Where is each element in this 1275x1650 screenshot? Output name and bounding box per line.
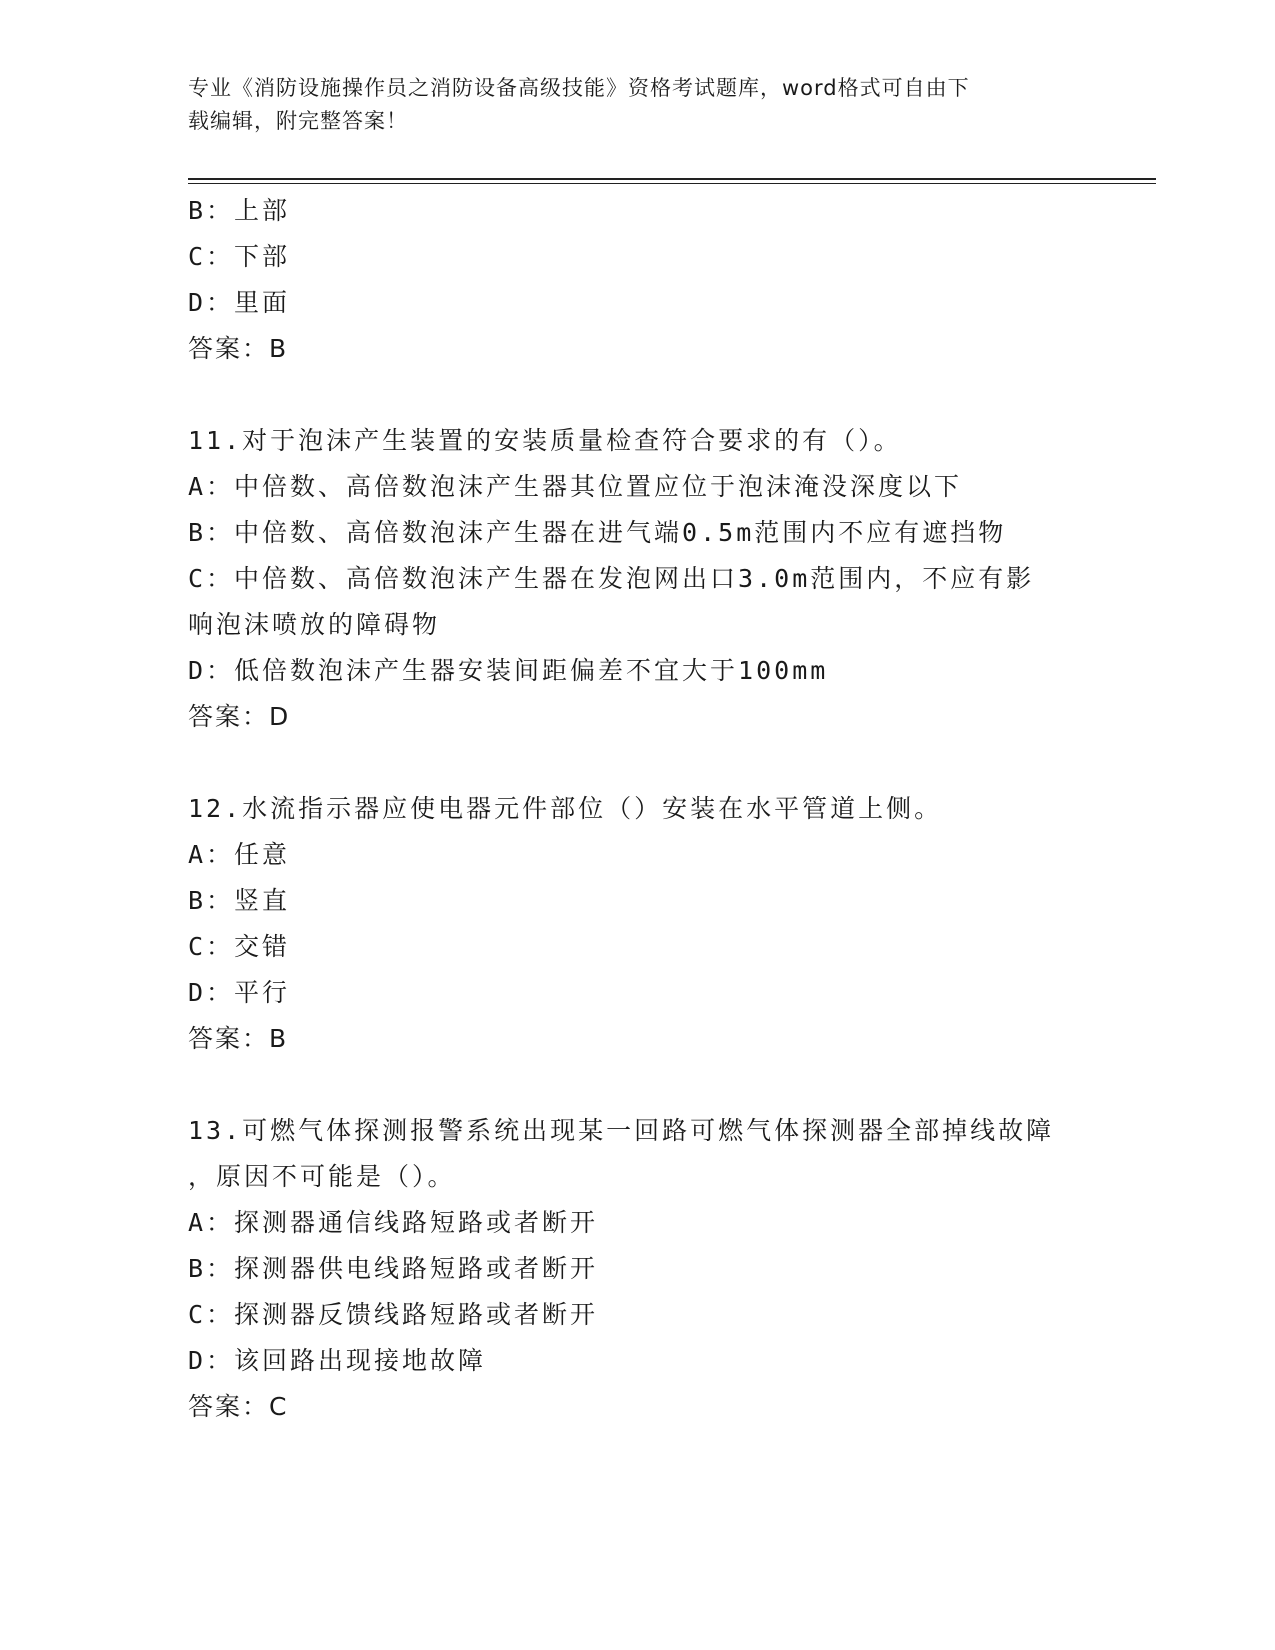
q10-answer: 答案：B [188, 334, 289, 363]
q11-option-c-line-2: 响泡沫喷放的障碍物 [188, 610, 441, 639]
q11-question: 11.对于泡沫产生装置的安装质量检查符合要求的有（）。 [188, 426, 902, 455]
q11-option-b: B：中倍数、高倍数泡沫产生器在进气端0.5m范围内不应有遮挡物 [188, 518, 1007, 547]
q11-answer: 答案：D [188, 702, 291, 731]
header-divider-thin [188, 183, 1156, 184]
spacer [188, 1062, 1088, 1108]
q11-option-a: A：中倍数、高倍数泡沫产生器其位置应位于泡沫淹没深度以下 [188, 472, 963, 501]
q10-option-d: D：里面 [188, 288, 291, 317]
q13-question-line-1: 13.可燃气体探测报警系统出现某一回路可燃气体探测器全部掉线故障 [188, 1116, 1055, 1145]
q13-option-b: B：探测器供电线路短路或者断开 [188, 1254, 599, 1283]
header-divider-thick [188, 178, 1156, 180]
spacer [188, 740, 1088, 786]
question-13-block [188, 1108, 1088, 1430]
q13-option-a: A：探测器通信线路短路或者断开 [188, 1208, 599, 1237]
q12-question: 12.水流指示器应使电器元件部位（）安装在水平管道上侧。 [188, 794, 943, 823]
question-12-block [188, 786, 1088, 1062]
question-10-block [188, 188, 1088, 372]
q12-answer: 答案：B [188, 1024, 289, 1053]
header-line-2: 载编辑，附完整答案！ [188, 109, 408, 133]
document-header [188, 72, 1068, 138]
q12-option-d: D：平行 [188, 978, 291, 1007]
q10-option-b: B：上部 [188, 196, 291, 225]
question-11-block [188, 418, 1088, 740]
q13-question-line-2: ，原因不可能是（）。 [188, 1162, 456, 1191]
q11-option-d: D：低倍数泡沫产生器安装间距偏差不宜大于100mm [188, 656, 829, 685]
q13-option-d: D：该回路出现接地故障 [188, 1346, 487, 1375]
q13-answer: 答案：C [188, 1392, 289, 1421]
q12-option-b: B：竖直 [188, 886, 291, 915]
header-line-1: 专业《消防设施操作员之消防设备高级技能》资格考试题库，word格式可自由下 [188, 76, 970, 100]
q11-option-c-line-1: C：中倍数、高倍数泡沫产生器在发泡网出口3.0m范围内，不应有影 [188, 564, 1035, 593]
spacer [188, 372, 1088, 418]
q10-option-c: C：下部 [188, 242, 291, 271]
q12-option-c: C：交错 [188, 932, 291, 961]
q13-option-c: C：探测器反馈线路短路或者断开 [188, 1300, 599, 1329]
q12-option-a: A：任意 [188, 840, 291, 869]
question-list [188, 188, 1088, 1430]
